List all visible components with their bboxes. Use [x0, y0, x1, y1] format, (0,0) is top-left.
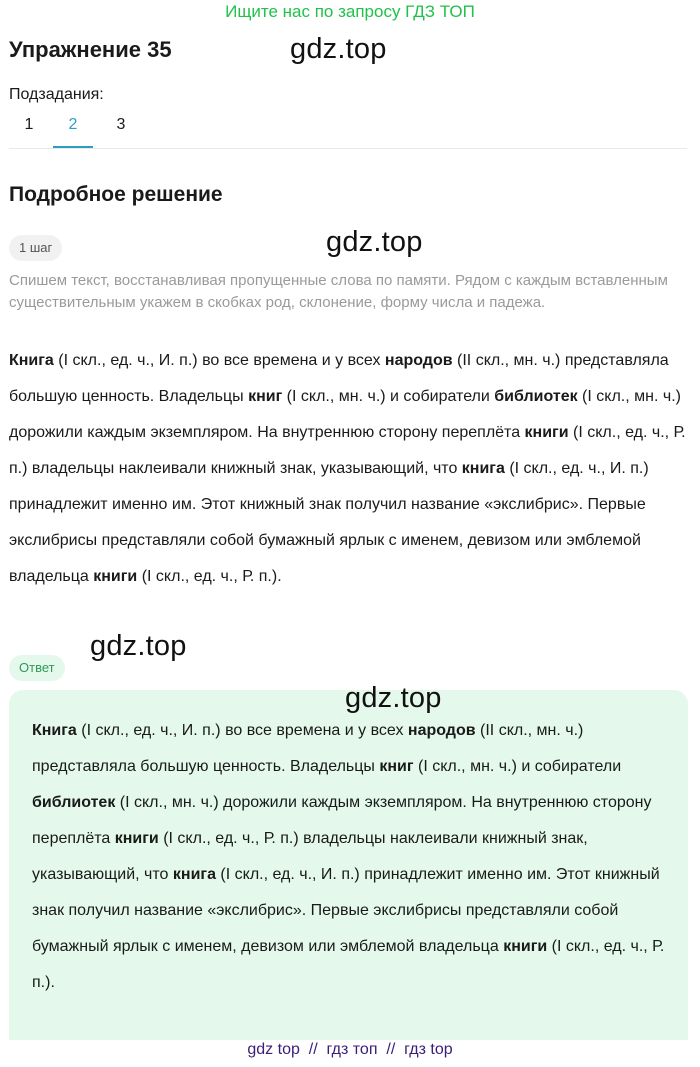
answer-badge: Ответ: [9, 655, 65, 681]
text-run: (I скл., ед. ч., Р. п.).: [32, 938, 665, 991]
subtasks-label: Подзадания:: [9, 86, 104, 103]
text-run: (II скл., мн. ч.) представляла большую ценность. Владельцы: [32, 722, 584, 775]
highlight-noun: Книга: [9, 352, 54, 369]
tab-2[interactable]: 2: [53, 116, 93, 148]
section-title: Подробное решение: [9, 183, 223, 206]
tab-1[interactable]: 1: [24, 116, 34, 133]
solution-text: [9, 343, 689, 595]
highlight-noun: книги: [93, 568, 138, 585]
page-title: Упражнение 35: [9, 37, 172, 62]
tab-3[interactable]: 3: [116, 116, 126, 133]
highlight-noun: книги: [503, 938, 548, 955]
subtask-tabs: [9, 112, 687, 149]
step-badge: 1 шаг: [9, 235, 62, 261]
watermark: gdz.top: [326, 226, 423, 258]
footer-links[interactable]: gdz top // гдз топ // гдз top: [247, 1041, 453, 1058]
text-run: (I скл., мн. ч.) и собиратели: [413, 758, 622, 775]
highlight-noun: книга: [461, 460, 505, 477]
answer-text: [32, 713, 672, 1001]
watermark: gdz.top: [90, 630, 187, 662]
watermark: gdz.top: [290, 33, 387, 65]
highlight-noun: книги: [524, 424, 569, 441]
text-run: (I скл., ед. ч., Р. п.).: [137, 568, 282, 585]
text-run: (I скл., ед. ч., Р. п.) владельцы наклеивали книжный знак, указывающий, что: [9, 424, 686, 477]
text-run: (I скл., ед. ч., И. п.) принадлежит именно им. Этот книжный знак получил название «экслибрис». Первые экслибрисы представляли собой бумажный ярлык с именем, девизом или эмблемой владельца: [9, 460, 649, 585]
highlight-noun: книг: [379, 758, 414, 775]
highlight-noun: книги: [114, 830, 159, 847]
highlight-noun: Книга: [32, 722, 77, 739]
highlight-noun: народов: [384, 352, 453, 369]
text-run: (I скл., ед. ч., Р. п.) владельцы наклеивали книжный знак, указывающий, что: [32, 830, 588, 883]
text-run: (II скл., мн. ч.) представляла большую ценность. Владельцы: [9, 352, 669, 405]
text-run: (I скл., мн. ч.) дорожили каждым экземпляром. На внутреннюю сторону переплёта: [9, 388, 681, 441]
hint-text: Спишем текст, восстанавливая пропущенные слова по памяти. Рядом с каждым вставленным существительным укажем в скобках род, склонение, форму числа и падежа.: [9, 272, 668, 311]
watermark: gdz.top: [345, 682, 442, 714]
highlight-noun: книга: [172, 866, 216, 883]
highlight-noun: народов: [407, 722, 476, 739]
text-run: (I скл., ед. ч., И. п.) во все времена и у всех: [53, 352, 385, 369]
highlight-noun: книг: [248, 388, 283, 405]
answer-box: [9, 690, 688, 1040]
text-run: (I скл., ед. ч., И. п.) во все времена и у всех: [76, 722, 408, 739]
text-run: (I скл., ед. ч., И. п.) принадлежит именно им. Этот книжный знак получил название «экслибрис». Первые экслибрисы представляли собой бумажный ярлык с именем, девизом или эмблемой владельца: [32, 866, 660, 955]
text-run: (I скл., мн. ч.) дорожили каждым экземпляром. На внутреннюю сторону переплёта: [32, 794, 652, 847]
highlight-noun: библиотек: [494, 388, 578, 405]
highlight-noun: библиотек: [32, 794, 116, 811]
text-run: (I скл., мн. ч.) и собиратели: [282, 388, 495, 405]
promo-banner[interactable]: Ищите нас по запросу ГДЗ ТОП: [225, 2, 475, 21]
